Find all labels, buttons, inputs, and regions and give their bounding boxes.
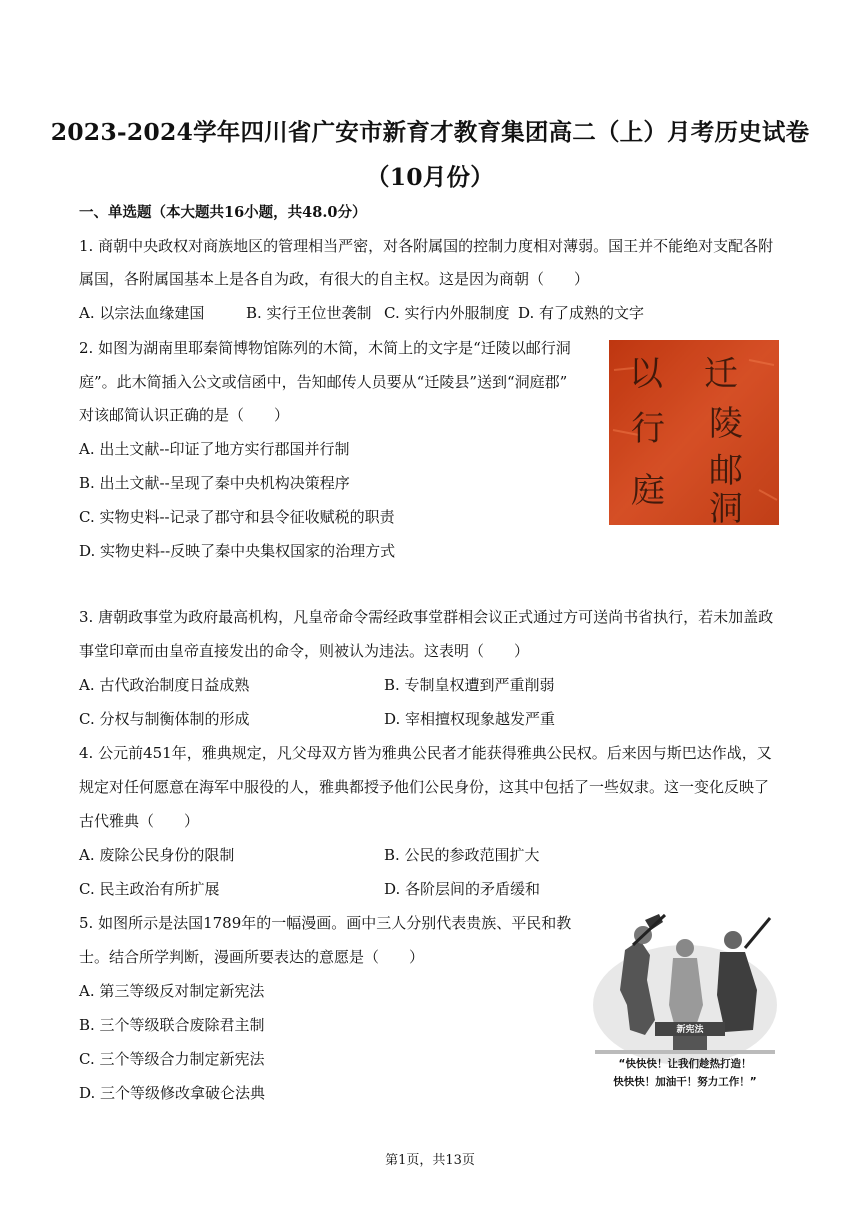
q1-option-c: C. 实行内外服制度 <box>384 304 510 322</box>
q4-stem-line1: 4. 公元前451年，雅典规定，凡父母双方皆为雅典公民者才能获得雅典公民权。后来因与斯巴达作战，又 <box>79 744 772 762</box>
q3-option-b: B. 专制皇权遭到严重削弱 <box>384 676 555 694</box>
slip-char-qian: 迁 <box>704 354 738 394</box>
exam-title-month: （10月份） <box>366 163 494 191</box>
q2-stem-line2: 庭”。此木简插入公文或信函中，告知邮传人员要从“迁陵县”送到“洞庭郡” <box>79 373 568 391</box>
q3-stem-line1: 3. 唐朝政事堂为政府最高机构，凡皇帝命令需经政事堂群相会议正式通过方可送尚书省执行，若未加盖政 <box>79 608 774 626</box>
q5-option-a: A. 第三等级反对制定新宪法 <box>79 982 265 1000</box>
q3-option-a: A. 古代政治制度日益成熟 <box>79 676 250 694</box>
q3-option-c: C. 分权与制衡体制的形成 <box>79 710 250 728</box>
q4-option-c: C. 民主政治有所扩展 <box>79 880 220 898</box>
q5-stem-line2: 士。结合所学判断，漫画所要表达的意愿是（ ） <box>79 948 425 966</box>
q1-stem-line1: 1. 商朝中央政权对商族地区的管理相当严密，对各附属国的控制力度相对薄弱。国王并不能绝对支配各附 <box>79 237 774 255</box>
page-footer: 第1页，共13页 <box>385 1153 475 1168</box>
french-cartoon-image <box>585 910 785 1095</box>
q1-stem-line2: 属国，各附属国基本上是各自为政，有很大的自主权。这是因为商朝（ ） <box>79 270 590 288</box>
slip-char-yi: 以 <box>629 354 663 394</box>
q5-option-d: D. 三个等级修改拿破仑法典 <box>79 1084 266 1102</box>
q4-option-b: B. 公民的参政范围扩大 <box>384 846 540 864</box>
q1-option-a: A. 以宗法血缘建国 <box>79 304 205 322</box>
exam-title: 2023-2024学年四川省广安市新育才教育集团高二（上）月考历史试卷 <box>50 118 810 146</box>
slip-char-dong: 洞 <box>709 489 743 525</box>
slip-char-ling: 陵 <box>709 404 743 444</box>
q3-stem-line2: 事堂印章而由皇帝直接发出的命令，则被认为违法。这表明（ ） <box>79 642 530 660</box>
cartoon-caption-line2: 快快快！加油干！努力工作！” <box>613 1076 757 1088</box>
slip-char-you: 邮 <box>709 451 743 491</box>
q4-stem-line3: 古代雅典（ ） <box>79 812 200 830</box>
q3-option-d: D. 宰相擅权现象越发严重 <box>384 710 556 728</box>
q4-option-d: D. 各阶层间的矛盾缓和 <box>384 880 541 898</box>
bamboo-slip-image <box>609 340 779 525</box>
q1-option-d: D. 有了成熟的文字 <box>518 304 645 322</box>
cartoon-caption-line1: “快快快！让我们趁热打造！ <box>618 1058 752 1070</box>
q1-option-b: B. 实行王位世袭制 <box>246 304 372 322</box>
q5-option-c: C. 三个等级合力制定新宪法 <box>79 1050 265 1068</box>
q2-option-a: A. 出土文献--印证了地方实行郡国并行制 <box>79 440 350 458</box>
q2-option-c: C. 实物史料--记录了郡守和县令征收赋税的职责 <box>79 508 395 526</box>
q2-option-b: B. 出土文献--呈现了秦中央机构决策程序 <box>79 474 350 492</box>
q2-stem-line3: 对该邮简认识正确的是（ ） <box>79 406 290 424</box>
slip-char-xing: 行 <box>631 409 665 449</box>
q4-stem-line2: 规定对任何愿意在海军中服役的人，雅典都授予他们公民身份，这其中包括了一些奴隶。这一变化反映了 <box>79 778 770 796</box>
cartoon-label: 新宪法 <box>676 1025 704 1035</box>
q5-option-b: B. 三个等级联合废除君主制 <box>79 1016 265 1034</box>
q4-option-a: A. 废除公民身份的限制 <box>79 846 235 864</box>
q2-stem-line1: 2. 如图为湖南里耶秦简博物馆陈列的木简，木简上的文字是“迁陵以邮行洞 <box>79 339 571 357</box>
section-heading: 一、单选题（本大题共16小题，共48.0分） <box>79 204 367 221</box>
q5-stem-line1: 5. 如图所示是法国1789年的一幅漫画。画中三人分别代表贵族、平民和教 <box>79 914 572 932</box>
q2-option-d: D. 实物史料--反映了秦中央集权国家的治理方式 <box>79 542 396 560</box>
slip-char-ting: 庭 <box>631 471 665 511</box>
